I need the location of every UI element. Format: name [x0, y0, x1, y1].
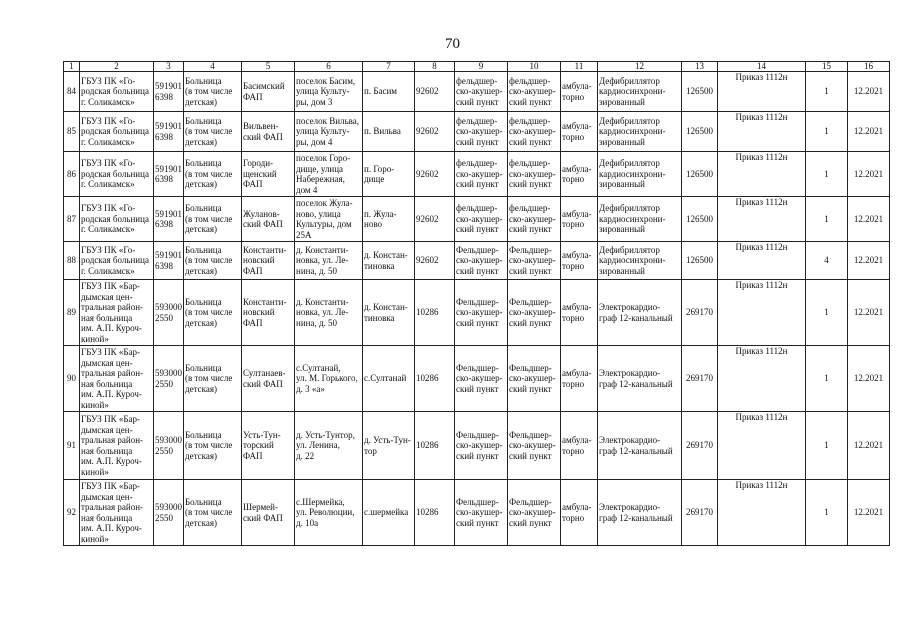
- row-number: 89: [64, 280, 80, 346]
- settlement-cell: д. Констан- тиновка: [363, 280, 415, 346]
- column-number-row: [64, 62, 890, 72]
- row-number: 90: [64, 346, 80, 412]
- unit-kind-cell: Фельдшер- ско-акушер- ский пункт: [508, 480, 561, 546]
- equipment-cell: Дефибриллятор кардиосинхрони- зированный: [598, 112, 682, 152]
- unit-type-cell: Фельдшер- ско-акушер- ский пункт: [455, 480, 508, 546]
- page-number: 70: [445, 36, 460, 52]
- order-cell: Приказ 1112н: [718, 480, 806, 546]
- price-cell: 126500: [682, 197, 718, 242]
- equipment-cell: Дефибриллятор кардиосинхрони- зированный: [598, 72, 682, 112]
- organization-cell: ГБУЗ ПК «Го- родская больница г. Соликамск»: [80, 72, 154, 112]
- code-cell: 591901 6398: [154, 72, 184, 112]
- care-mode-cell: амбула- торно: [561, 480, 598, 546]
- settlement-cell: с.шермейка: [363, 480, 415, 546]
- unit-kind-cell: Фельдшер- ско-акушер- ский пункт: [508, 242, 561, 280]
- address-cell: поселок Вильва, улица Культу- ры, дом 4: [295, 112, 363, 152]
- code-cell: 591901 6398: [154, 112, 184, 152]
- col-header: 1: [64, 62, 80, 72]
- col-header: 6: [295, 62, 363, 72]
- address-cell: с.Шермейка, ул. Революции, д. 10а: [295, 480, 363, 546]
- quantity-cell: 1: [806, 480, 848, 546]
- row-number: 88: [64, 242, 80, 280]
- order-cell: Приказ 1112н: [718, 152, 806, 197]
- date-cell: 12.2021: [848, 152, 890, 197]
- oktmo-cell: 10286: [415, 480, 455, 546]
- table-row: [64, 346, 890, 412]
- equipment-cell: Электрокардио- граф 12-канальный: [598, 412, 682, 480]
- price-cell: 269170: [682, 480, 718, 546]
- equipment-cell: Дефибриллятор кардиосинхрони- зированный: [598, 197, 682, 242]
- unit-kind-cell: Фельдшер- ско-акушер- ский пункт: [508, 280, 561, 346]
- unit-type-cell: фельдшер- ско-акушер- ский пункт: [455, 72, 508, 112]
- unit-name-cell: Басимский ФАП: [242, 72, 295, 112]
- settlement-cell: д. Усть-Тун- тор: [363, 412, 415, 480]
- address-cell: поселок Басим, улица Культу- ры, дом 3: [295, 72, 363, 112]
- table-row: [64, 412, 890, 480]
- row-number: 85: [64, 112, 80, 152]
- settlement-cell: п. Жула- ново: [363, 197, 415, 242]
- row-number: 87: [64, 197, 80, 242]
- oktmo-cell: 10286: [415, 280, 455, 346]
- col-header: 8: [415, 62, 455, 72]
- row-number: 86: [64, 152, 80, 197]
- col-header: 13: [682, 62, 718, 72]
- price-cell: 126500: [682, 112, 718, 152]
- equipment-cell: Дефибриллятор кардиосинхрони- зированный: [598, 242, 682, 280]
- unit-kind-cell: фельдшер- ско-акушер- ский пункт: [508, 197, 561, 242]
- address-cell: поселок Горо- дище, улица Набережная, дом 4: [295, 152, 363, 197]
- organization-cell: ГБУЗ ПК «Бар- дымская цен- тральная район- ная больница им. А.П. Куроч- киной»: [80, 280, 154, 346]
- equipment-cell: Электрокардио- граф 12-канальный: [598, 280, 682, 346]
- facility-type-cell: Больница (в том числе детская): [184, 346, 242, 412]
- address-cell: с.Султанай, ул. М. Горького, д. 3 «а»: [295, 346, 363, 412]
- date-cell: 12.2021: [848, 412, 890, 480]
- col-header: 16: [848, 62, 890, 72]
- unit-kind-cell: фельдшер- ско-акушер- ский пункт: [508, 112, 561, 152]
- date-cell: 12.2021: [848, 112, 890, 152]
- order-cell: Приказ 1112н: [718, 72, 806, 112]
- settlement-cell: п. Басим: [363, 72, 415, 112]
- code-cell: 593000 2550: [154, 280, 184, 346]
- care-mode-cell: амбула- торно: [561, 152, 598, 197]
- col-header: 3: [154, 62, 184, 72]
- unit-type-cell: Фельдшер- ско-акушер- ский пункт: [455, 280, 508, 346]
- equipment-cell: Электрокардио- граф 12-канальный: [598, 480, 682, 546]
- facility-type-cell: Больница (в том числе детская): [184, 480, 242, 546]
- oktmo-cell: 10286: [415, 412, 455, 480]
- oktmo-cell: 92602: [415, 72, 455, 112]
- address-cell: поселок Жула- ново, улица Культуры, дом 25А: [295, 197, 363, 242]
- table-row: [64, 280, 890, 346]
- date-cell: 12.2021: [848, 242, 890, 280]
- organization-cell: ГБУЗ ПК «Го- родская больница г. Соликамск»: [80, 112, 154, 152]
- order-cell: Приказ 1112н: [718, 242, 806, 280]
- care-mode-cell: амбула- торно: [561, 112, 598, 152]
- col-header: 2: [80, 62, 154, 72]
- equipment-table: [63, 61, 890, 546]
- organization-cell: ГБУЗ ПК «Бар- дымская цен- тральная район- ная больница им. А.П. Куроч- киной»: [80, 412, 154, 480]
- address-cell: д. Константи- новка, ул. Ле- нина, д. 50: [295, 242, 363, 280]
- col-header: 5: [242, 62, 295, 72]
- table-row: [64, 112, 890, 152]
- order-cell: Приказ 1112н: [718, 346, 806, 412]
- quantity-cell: 1: [806, 280, 848, 346]
- unit-type-cell: фельдшер- ско-акушер- ский пункт: [455, 197, 508, 242]
- order-cell: Приказ 1112н: [718, 412, 806, 480]
- unit-type-cell: Фельдшер- ско-акушер- ский пункт: [455, 346, 508, 412]
- unit-name-cell: Константи- новский ФАП: [242, 280, 295, 346]
- settlement-cell: с.Султанай: [363, 346, 415, 412]
- col-header: 4: [184, 62, 242, 72]
- code-cell: 591901 6398: [154, 152, 184, 197]
- oktmo-cell: 10286: [415, 346, 455, 412]
- code-cell: 591901 6398: [154, 197, 184, 242]
- col-header: 11: [561, 62, 598, 72]
- date-cell: 12.2021: [848, 280, 890, 346]
- col-header: 12: [598, 62, 682, 72]
- unit-name-cell: Усть-Тун- торский ФАП: [242, 412, 295, 480]
- facility-type-cell: Больница (в том числе детская): [184, 112, 242, 152]
- table-row: [64, 197, 890, 242]
- oktmo-cell: 92602: [415, 112, 455, 152]
- care-mode-cell: амбула- торно: [561, 412, 598, 480]
- facility-type-cell: Больница (в том числе детская): [184, 152, 242, 197]
- care-mode-cell: амбула- торно: [561, 280, 598, 346]
- organization-cell: ГБУЗ ПК «Го- родская больница г. Соликамск»: [80, 152, 154, 197]
- oktmo-cell: 92602: [415, 152, 455, 197]
- quantity-cell: 1: [806, 412, 848, 480]
- facility-type-cell: Больница (в том числе детская): [184, 72, 242, 112]
- quantity-cell: 1: [806, 112, 848, 152]
- unit-kind-cell: Фельдшер- ско-акушер- ский пункт: [508, 412, 561, 480]
- unit-type-cell: Фельдшер- ско-акушер- ский пункт: [455, 242, 508, 280]
- unit-kind-cell: фельдшер- ско-акушер- ский пункт: [508, 72, 561, 112]
- unit-kind-cell: Фельдшер- ско-акушер- ский пункт: [508, 346, 561, 412]
- unit-name-cell: Константи- новский ФАП: [242, 242, 295, 280]
- order-cell: Приказ 1112н: [718, 112, 806, 152]
- organization-cell: ГБУЗ ПК «Бар- дымская цен- тральная район- ная больница им. А.П. Куроч- киной»: [80, 346, 154, 412]
- unit-name-cell: Султанаев- ский ФАП: [242, 346, 295, 412]
- code-cell: 593000 2550: [154, 346, 184, 412]
- settlement-cell: д. Констан- тиновка: [363, 242, 415, 280]
- settlement-cell: п. Вильва: [363, 112, 415, 152]
- price-cell: 269170: [682, 280, 718, 346]
- date-cell: 12.2021: [848, 72, 890, 112]
- quantity-cell: 1: [806, 72, 848, 112]
- col-header: 14: [718, 62, 806, 72]
- facility-type-cell: Больница (в том числе детская): [184, 197, 242, 242]
- care-mode-cell: амбула- торно: [561, 197, 598, 242]
- unit-name-cell: Городи- щенский ФАП: [242, 152, 295, 197]
- quantity-cell: 1: [806, 152, 848, 197]
- date-cell: 12.2021: [848, 480, 890, 546]
- row-number: 84: [64, 72, 80, 112]
- code-cell: 593000 2550: [154, 412, 184, 480]
- table-row: [64, 72, 890, 112]
- col-header: 10: [508, 62, 561, 72]
- order-cell: Приказ 1112н: [718, 197, 806, 242]
- care-mode-cell: амбула- торно: [561, 242, 598, 280]
- address-cell: д. Константи- новка, ул. Ле- нина, д. 50: [295, 280, 363, 346]
- price-cell: 269170: [682, 346, 718, 412]
- price-cell: 269170: [682, 412, 718, 480]
- oktmo-cell: 92602: [415, 242, 455, 280]
- facility-type-cell: Больница (в том числе детская): [184, 280, 242, 346]
- unit-type-cell: Фельдшер- ско-акушер- ский пункт: [455, 412, 508, 480]
- code-cell: 591901 6398: [154, 242, 184, 280]
- unit-kind-cell: фельдшер- ско-акушер- ский пункт: [508, 152, 561, 197]
- quantity-cell: 4: [806, 242, 848, 280]
- quantity-cell: 1: [806, 346, 848, 412]
- code-cell: 593000 2550: [154, 480, 184, 546]
- settlement-cell: п. Горо- дище: [363, 152, 415, 197]
- unit-type-cell: фельдшер- ско-акушер- ский пункт: [455, 152, 508, 197]
- unit-name-cell: Шермей- ский ФАП: [242, 480, 295, 546]
- organization-cell: ГБУЗ ПК «Го- родская больница г. Соликамск»: [80, 242, 154, 280]
- unit-name-cell: Жуланов- ский ФАП: [242, 197, 295, 242]
- date-cell: 12.2021: [848, 346, 890, 412]
- facility-type-cell: Больница (в том числе детская): [184, 412, 242, 480]
- unit-type-cell: фельдшер- ско-акушер- ский пункт: [455, 112, 508, 152]
- address-cell: д. Усть-Тунтор, ул. Ленина, д. 22: [295, 412, 363, 480]
- price-cell: 126500: [682, 242, 718, 280]
- organization-cell: ГБУЗ ПК «Го- родская больница г. Соликамск»: [80, 197, 154, 242]
- row-number: 92: [64, 480, 80, 546]
- equipment-cell: Электрокардио- граф 12-канальный: [598, 346, 682, 412]
- facility-type-cell: Больница (в том числе детская): [184, 242, 242, 280]
- order-cell: Приказ 1112н: [718, 280, 806, 346]
- table-row: [64, 242, 890, 280]
- col-header: 15: [806, 62, 848, 72]
- col-header: 9: [455, 62, 508, 72]
- care-mode-cell: амбула- торно: [561, 346, 598, 412]
- quantity-cell: 1: [806, 197, 848, 242]
- equipment-cell: Дефибриллятор кардиосинхрони- зированный: [598, 152, 682, 197]
- col-header: 7: [363, 62, 415, 72]
- table-row: [64, 480, 890, 546]
- price-cell: 126500: [682, 152, 718, 197]
- unit-name-cell: Вильвен- ский ФАП: [242, 112, 295, 152]
- date-cell: 12.2021: [848, 197, 890, 242]
- table-row: [64, 152, 890, 197]
- price-cell: 126500: [682, 72, 718, 112]
- care-mode-cell: амбула- торно: [561, 72, 598, 112]
- organization-cell: ГБУЗ ПК «Бар- дымская цен- тральная район- ная больница им. А.П. Куроч- киной»: [80, 480, 154, 546]
- row-number: 91: [64, 412, 80, 480]
- oktmo-cell: 92602: [415, 197, 455, 242]
